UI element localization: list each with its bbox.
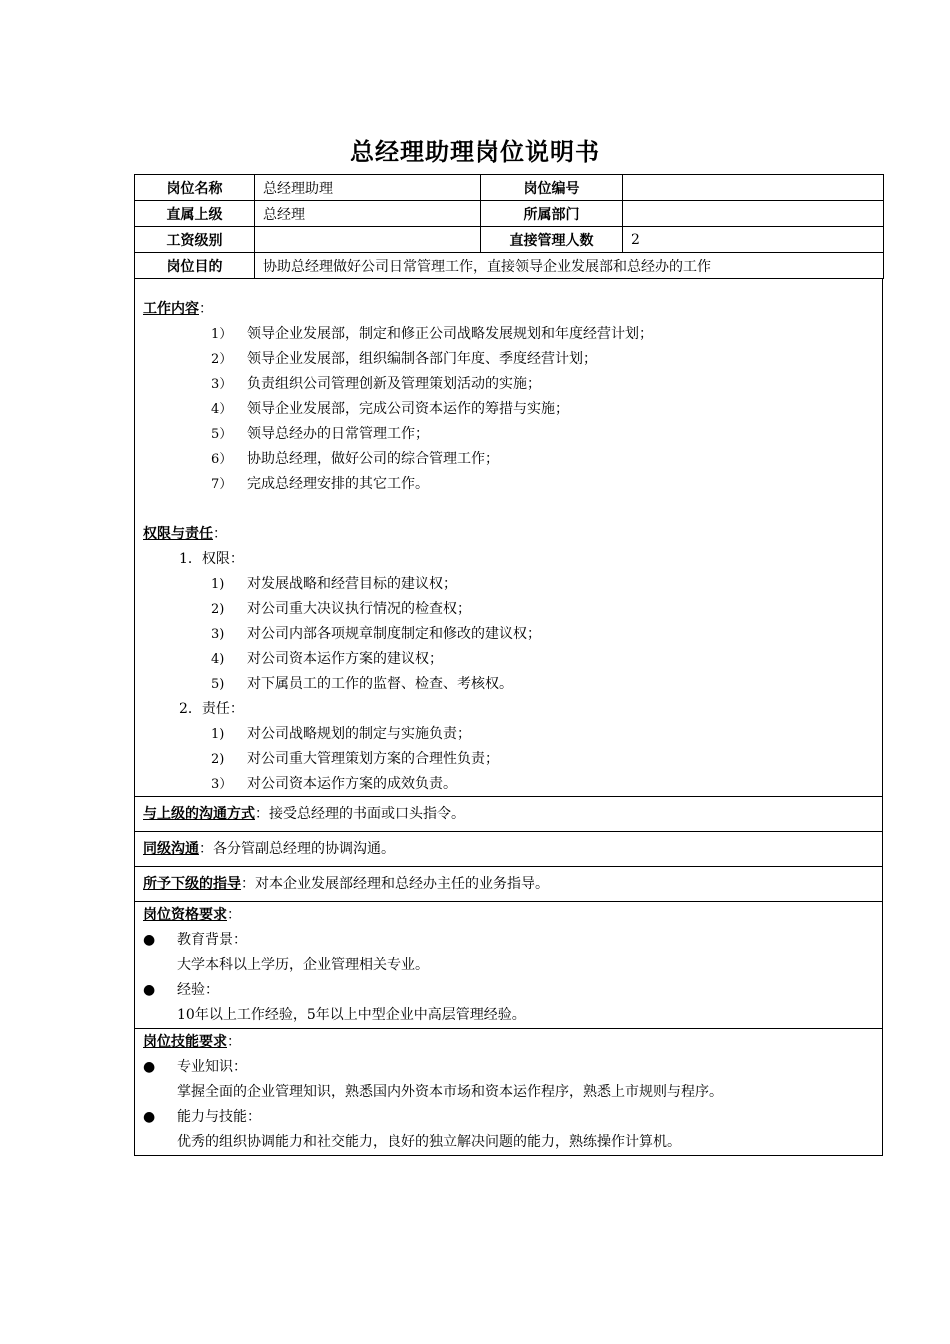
table-row	[135, 175, 884, 201]
work-content-title: 工作内容	[143, 301, 199, 317]
item-text: 对公司资本运作方案的建议权；	[247, 651, 443, 667]
item-text: 对公司内部各项规章制度制定和修改的建议权；	[247, 626, 541, 642]
item-number: 6）	[211, 452, 233, 467]
table-row	[135, 227, 884, 253]
position-name-label: 岗位名称	[135, 175, 255, 201]
colon: ：	[241, 876, 255, 892]
authority-title: 权限与责任	[143, 526, 213, 542]
position-name-value: 总经理助理	[255, 175, 481, 201]
list-item	[143, 672, 874, 697]
direct-reports-value: 2	[623, 227, 884, 253]
list-item	[143, 572, 874, 597]
item-number: 3）	[211, 777, 233, 792]
power-heading: 1．权限：	[179, 551, 244, 567]
colon: ：	[199, 301, 213, 317]
list-item	[143, 372, 874, 397]
supervisor-value: 总经理	[255, 201, 481, 227]
item-number: 4)	[211, 652, 225, 667]
colon: ：	[213, 526, 227, 542]
guidance-label: 所予下级的指导	[143, 876, 241, 892]
table-row	[135, 201, 884, 227]
knowledge-text: 掌握全面的企业管理知识，熟悉国内外资本市场和资本运作程序，熟悉上市规则与程序。	[177, 1084, 723, 1100]
item-text: 协助总经理，做好公司的综合管理工作；	[247, 451, 499, 467]
item-text: 对公司重大决议执行情况的检查权；	[247, 601, 471, 617]
item-number: 1)	[211, 577, 225, 592]
duty-items-list	[143, 722, 874, 797]
list-item	[143, 647, 874, 672]
duties-section	[134, 279, 883, 797]
item-number: 2）	[211, 352, 233, 367]
comm-up-section	[134, 797, 883, 832]
item-number: 5）	[211, 427, 233, 442]
qualification-section	[134, 902, 883, 1029]
item-text: 领导企业发展部，完成公司资本运作的筹措与实施；	[247, 401, 569, 417]
list-item	[143, 347, 874, 372]
item-number: 5)	[211, 677, 225, 692]
list-item	[143, 597, 874, 622]
experience-label: 经验：	[177, 982, 219, 998]
bullet-icon: ●	[143, 982, 156, 998]
item-number: 4）	[211, 402, 233, 417]
comm-peer-text: 各分管副总经理的协调沟通。	[213, 841, 395, 857]
guidance-text: 对本企业发展部经理和总经办主任的业务指导。	[255, 876, 549, 892]
work-items-list	[143, 322, 874, 497]
department-label: 所属部门	[481, 201, 623, 227]
item-text: 领导企业发展部，制定和修正公司战略发展规划和年度经营计划；	[247, 326, 653, 342]
colon: ：	[199, 841, 213, 857]
ability-text: 优秀的组织协调能力和社交能力，良好的独立解决问题的能力，熟练操作计算机。	[177, 1134, 681, 1150]
list-item	[143, 622, 874, 647]
guidance-section	[134, 867, 883, 902]
salary-grade-value	[255, 227, 481, 253]
list-item	[143, 472, 874, 497]
colon: ：	[227, 907, 241, 923]
table-row	[135, 253, 884, 279]
item-number: 2)	[211, 602, 225, 617]
colon: ：	[227, 1034, 241, 1050]
purpose-label: 岗位目的	[135, 253, 255, 279]
education-label: 教育背景：	[177, 932, 247, 948]
bullet-icon: ●	[143, 1059, 156, 1075]
item-text: 对下属员工的工作的监督、检查、考核权。	[247, 676, 513, 692]
department-value	[623, 201, 884, 227]
item-number: 1）	[211, 327, 233, 342]
header-table	[134, 174, 884, 279]
skills-title: 岗位技能要求	[143, 1034, 227, 1050]
item-text: 领导总经办的日常管理工作；	[247, 426, 429, 442]
item-text: 对公司重大管理策划方案的合理性负责；	[247, 751, 499, 767]
colon: ：	[255, 806, 269, 822]
position-code-value	[623, 175, 884, 201]
knowledge-label: 专业知识：	[177, 1059, 247, 1075]
item-number: 1)	[211, 727, 225, 742]
direct-reports-label: 直接管理人数	[481, 227, 623, 253]
item-text: 对公司资本运作方案的成效负责。	[247, 776, 457, 792]
comm-up-text: 接受总经理的书面或口头指令。	[269, 806, 465, 822]
supervisor-label: 直属上级	[135, 201, 255, 227]
qualification-title: 岗位资格要求	[143, 907, 227, 923]
list-item	[143, 422, 874, 447]
comm-peer-label: 同级沟通	[143, 841, 199, 857]
salary-grade-label: 工资级别	[135, 227, 255, 253]
job-description-form	[134, 174, 883, 1156]
comm-peer-section	[134, 832, 883, 867]
bullet-icon: ●	[143, 932, 156, 948]
power-items-list	[143, 572, 874, 697]
experience-text: 10年以上工作经验，5年以上中型企业中高层管理经验。	[177, 1007, 526, 1023]
purpose-value: 协助总经理做好公司日常管理工作，直接领导企业发展部和总经办的工作	[255, 253, 884, 279]
item-text: 对公司战略规划的制定与实施负责；	[247, 726, 471, 742]
page-title: 总经理助理岗位说明书	[350, 138, 600, 166]
list-item	[143, 772, 874, 797]
item-text: 领导企业发展部，组织编制各部门年度、季度经营计划；	[247, 351, 597, 367]
education-text: 大学本科以上学历，企业管理相关专业。	[177, 957, 429, 973]
list-item	[143, 322, 874, 347]
bullet-icon: ●	[143, 1109, 156, 1125]
list-item	[143, 747, 874, 772]
duty-heading: 2．责任：	[179, 701, 244, 717]
item-number: 2)	[211, 752, 225, 767]
list-item	[143, 722, 874, 747]
list-item	[143, 447, 874, 472]
item-number: 7）	[211, 477, 233, 492]
skills-section	[134, 1029, 883, 1156]
item-text: 完成总经理安排的其它工作。	[247, 476, 429, 492]
item-text: 对发展战略和经营目标的建议权；	[247, 576, 457, 592]
item-number: 3）	[211, 377, 233, 392]
ability-label: 能力与技能：	[177, 1109, 261, 1125]
list-item	[143, 397, 874, 422]
item-text: 负责组织公司管理创新及管理策划活动的实施；	[247, 376, 541, 392]
comm-up-label: 与上级的沟通方式	[143, 806, 255, 822]
position-code-label: 岗位编号	[481, 175, 623, 201]
item-number: 3)	[211, 627, 225, 642]
